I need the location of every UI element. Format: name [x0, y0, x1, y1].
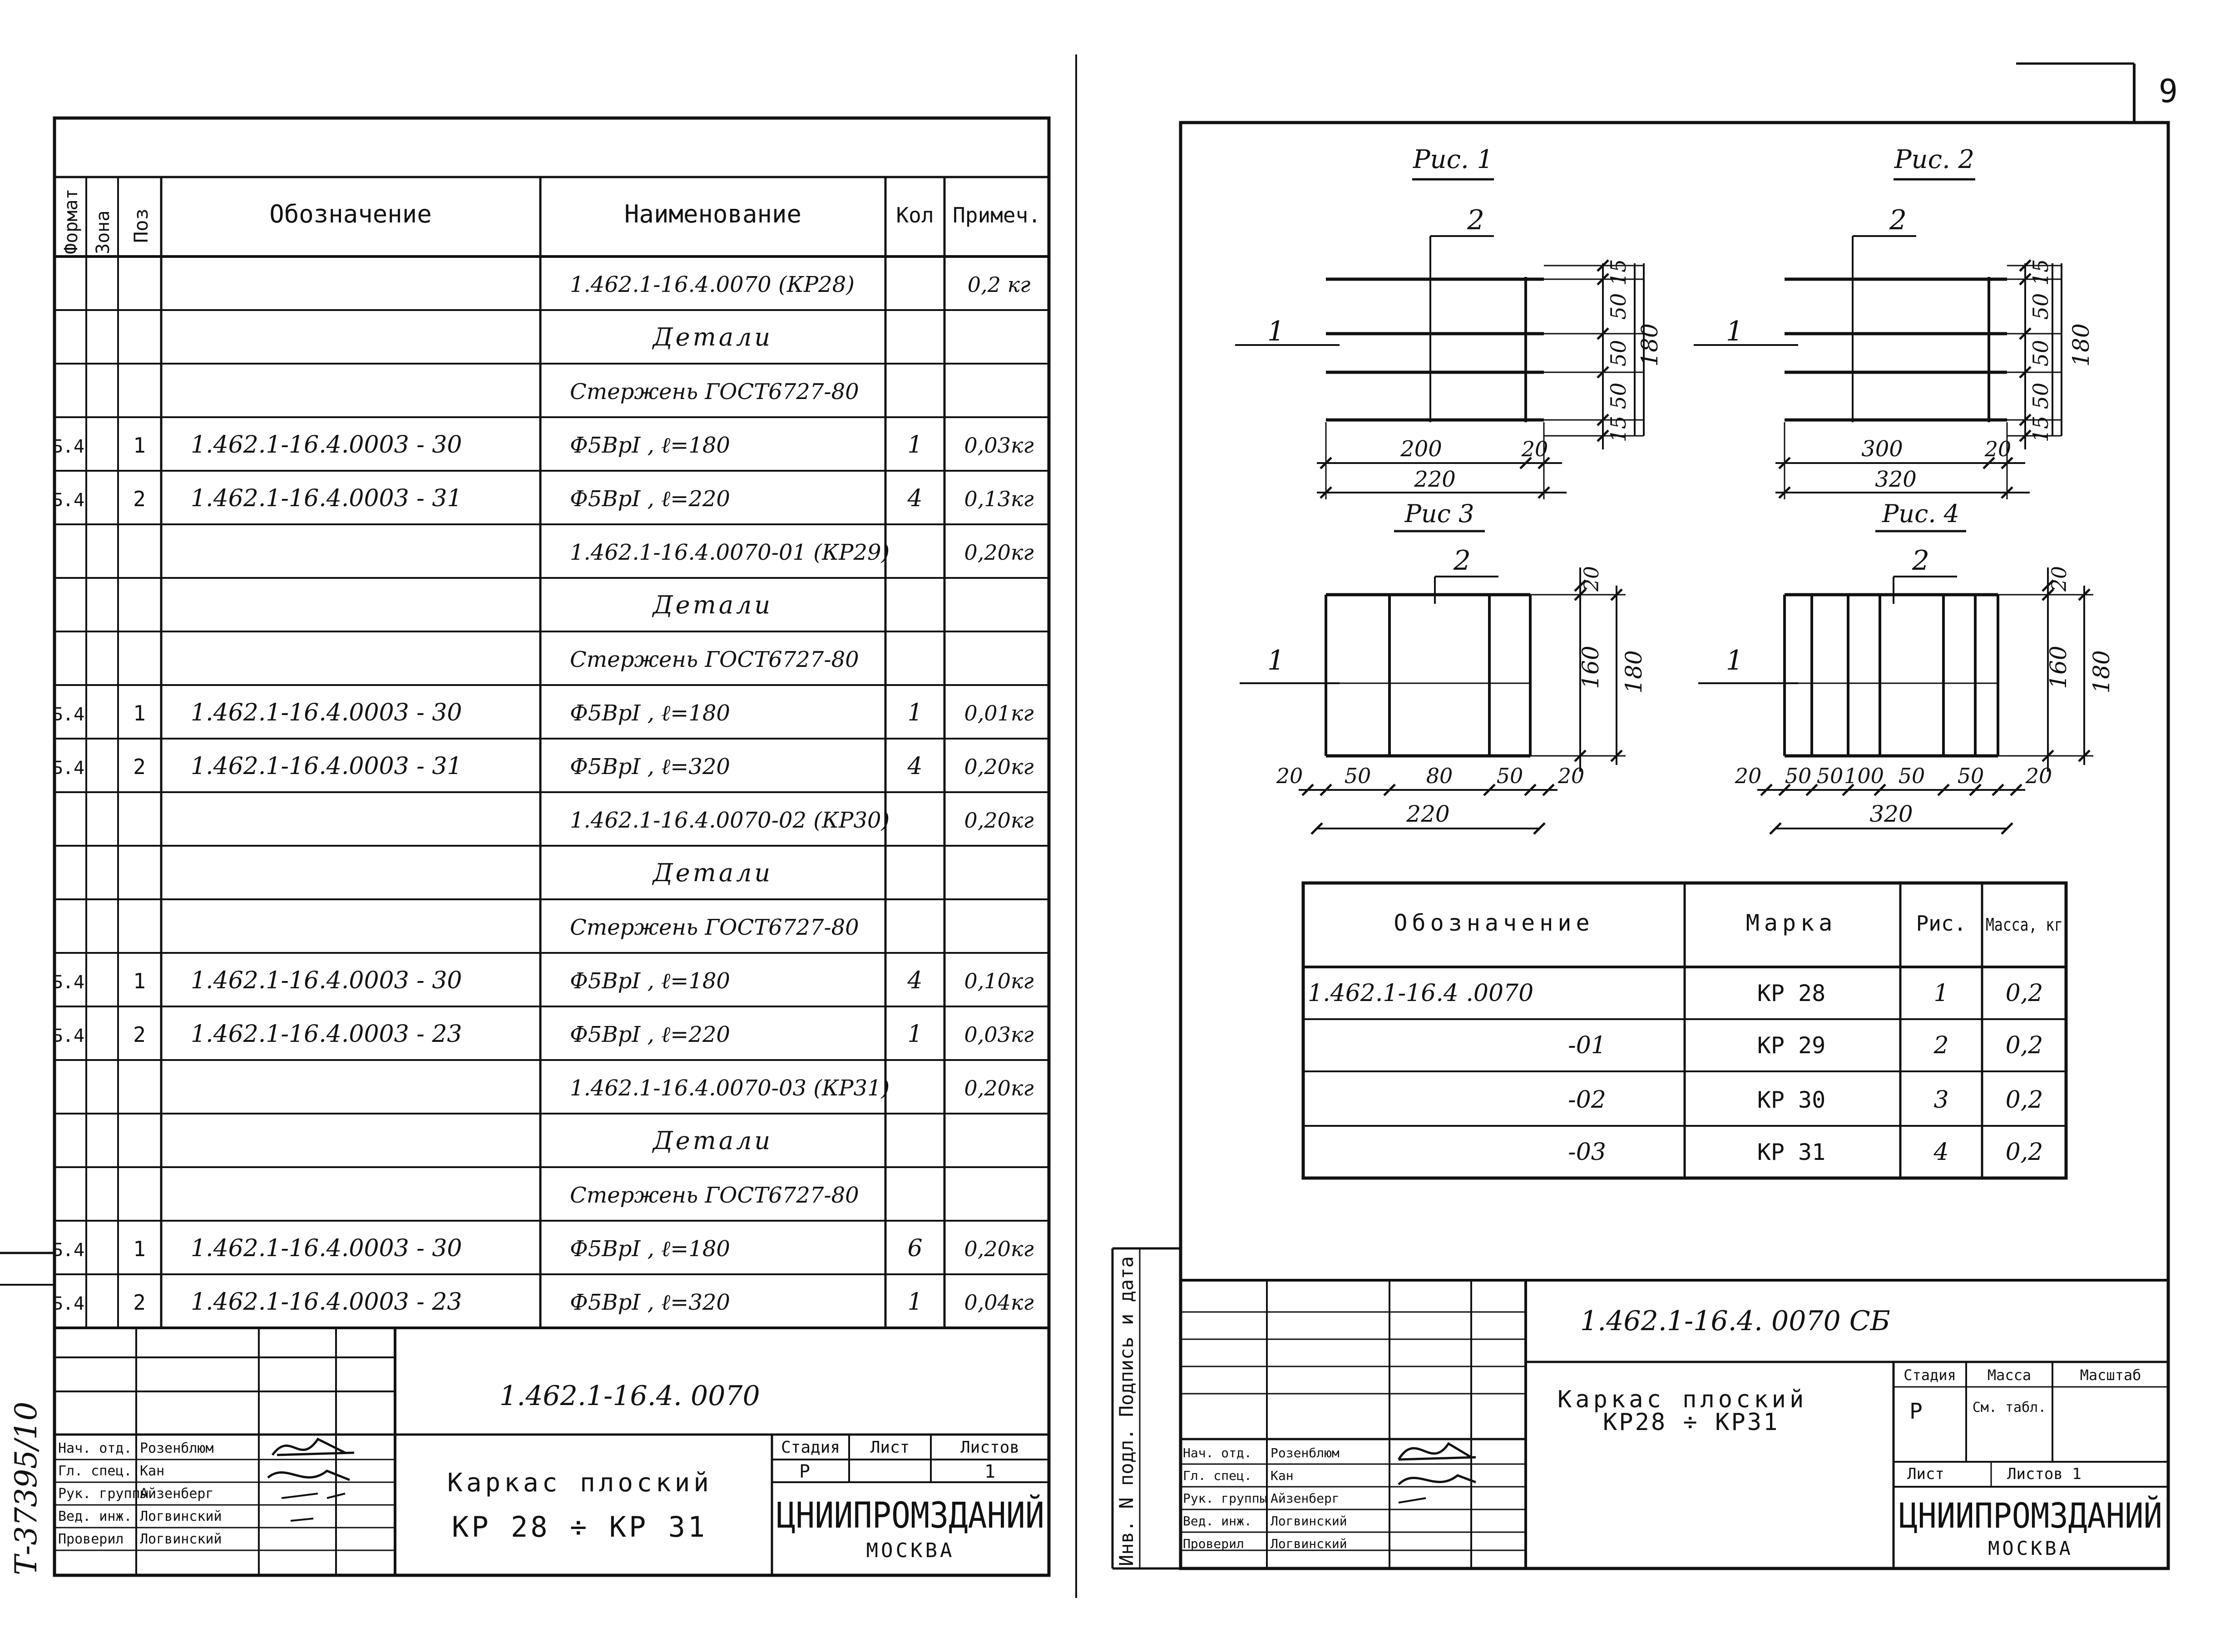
role-name: Айзенберг [1271, 1491, 1340, 1506]
left-title-line1: Каркас плоский [447, 1468, 713, 1498]
role-label: Проверил [1183, 1536, 1244, 1551]
figures [1235, 145, 2115, 834]
right-mass-value: См. табл. [1972, 1400, 2047, 1415]
mark-row-marka: КР 28 [1757, 980, 1826, 1006]
row-primech: 0,20кг [964, 1236, 1034, 1261]
callout-2: 2 [1467, 204, 1485, 236]
dimension-bottom: 20 [2025, 764, 2052, 788]
left-stage-value: Р [799, 1461, 811, 1482]
dimension-bottom: 80 [1426, 764, 1453, 788]
row-oboznachenie: 1.462.1-16.4.0003 - 23 [191, 1288, 462, 1316]
right-org-city: МОСКВА [1988, 1537, 2073, 1559]
callout-2: 2 [1912, 545, 1930, 577]
left-title-line2: КР 28 ÷ КР 31 [452, 1510, 708, 1544]
right-sheet-label: Лист [1907, 1465, 1944, 1483]
dimension-vertical: 160 [1577, 646, 1604, 689]
row-format: Б.4 [51, 1025, 85, 1046]
right-sheets-label: Листов 1 [2007, 1465, 2082, 1483]
right-doc-code: 1.462.1-16.4. 0070 СБ [1580, 1305, 1890, 1337]
callout-2: 2 [1889, 204, 1907, 236]
left-org-city: МОСКВА [866, 1539, 955, 1562]
row-naimenovanie: Детали [653, 858, 773, 887]
dimension-vertical: 15 [2028, 415, 2053, 443]
right-title-block [1181, 1280, 2190, 1568]
row-oboznachenie: 1.462.1-16.4.0003 - 30 [191, 1234, 462, 1262]
left-sheet-label: Лист [870, 1438, 910, 1457]
dimension-inner: 200 [1400, 436, 1442, 462]
mark-row-ris: 1 [1933, 980, 1949, 1007]
mark-row-ris: 2 [1933, 1032, 1949, 1059]
row-kol: 4 [907, 752, 923, 780]
dimension-vertical: 15 [1606, 259, 1631, 286]
row-format: Б.4 [51, 971, 85, 993]
callout-1: 1 [1267, 316, 1285, 347]
row-naimenovanie: Стержень ГОСТ6727-80 [570, 379, 859, 404]
figure-label: Рис. 1 [1413, 145, 1493, 174]
role-label: Нач. отд. [58, 1440, 132, 1456]
role-label: Рук. группы [58, 1486, 148, 1502]
left-org-name: ЦНИИПРОМЗДАНИЙ [776, 1495, 1075, 1536]
dimension-vertical: 20 [2048, 566, 2071, 592]
row-kol: 4 [907, 967, 923, 994]
mark-row-oboz: -01 [1568, 1032, 1606, 1059]
mark-row-oboz: 1.462.1-16.4 .0070 [1308, 980, 1534, 1007]
row-naimenovanie: Стержень ГОСТ6727-80 [570, 1182, 859, 1208]
role-name: Айзенберг [140, 1486, 214, 1502]
right-stage-value: Р [1909, 1399, 1923, 1424]
right-sheet [1112, 64, 2190, 1568]
header-primech: Примеч. [953, 203, 1041, 227]
row-naimenovanie: Ф5ВрI , ℓ=220 [570, 1021, 730, 1047]
callout-2: 2 [1453, 545, 1471, 577]
dimension-total: 220 [1414, 467, 1456, 492]
row-oboznachenie: 1.462.1-16.4.0003 - 30 [191, 967, 462, 994]
callout-1: 1 [1726, 645, 1744, 676]
mark-header-massa: Масса, кг [1986, 915, 2063, 935]
row-oboznachenie: 1.462.1-16.4.0003 - 30 [191, 699, 462, 726]
row-kol: 4 [907, 484, 923, 512]
row-primech: 0,20кг [964, 1075, 1034, 1100]
row-primech: 0,13кг [964, 486, 1034, 511]
row-kol: 1 [907, 431, 923, 459]
dimension-total-vertical: 180 [2068, 323, 2094, 367]
mark-row-massa: 0,2 [2005, 1032, 2043, 1059]
mark-row-ris: 4 [1933, 1139, 1949, 1166]
role-label: Гл. спец. [1183, 1468, 1252, 1483]
row-pos: 1 [133, 968, 146, 993]
signature-4 [291, 1519, 313, 1521]
header-naimenovanie: Наименование [624, 200, 802, 228]
role-name: Розенблюм [1271, 1445, 1340, 1460]
dimension-vertical: 50 [2028, 340, 2053, 367]
row-naimenovanie: Ф5ВрI , ℓ=220 [570, 486, 730, 512]
right-signature-2 [1399, 1475, 1476, 1484]
role-name: Кан [140, 1463, 165, 1479]
header-pos: Поз [130, 208, 152, 243]
dimension-bottom: 50 [1898, 764, 1925, 788]
spec-table [52, 177, 1049, 1328]
left-sheet [0, 118, 1075, 1575]
left-title-block [54, 1328, 1075, 1575]
right-signature-1 [1399, 1444, 1476, 1460]
right-org-name: ЦНИИПРОМЗДАНИЙ [1899, 1495, 2190, 1536]
role-name: Розенблюм [140, 1440, 214, 1456]
mark-row-marka: КР 29 [1757, 1032, 1826, 1059]
mark-row-marka: КР 31 [1757, 1139, 1826, 1165]
role-label: Вед. инж. [1183, 1514, 1252, 1529]
role-label: Гл. спец. [58, 1463, 132, 1479]
figure-label: Рис 3 [1404, 499, 1474, 528]
row-primech: 0,01кг [964, 700, 1034, 725]
role-label: Вед. инж. [58, 1509, 132, 1524]
row-naimenovanie: Детали [653, 590, 773, 619]
dimension-total-vertical: 180 [1621, 650, 1647, 694]
row-kol: 1 [907, 699, 923, 726]
row-naimenovanie: Стержень ГОСТ6727-80 [570, 646, 859, 672]
dimension-vertical: 50 [2028, 293, 2053, 320]
callout-1: 1 [1267, 645, 1285, 676]
row-format: Б.4 [51, 1293, 85, 1314]
row-naimenovanie: Стержень ГОСТ6727-80 [570, 914, 859, 940]
dimension-bottom: 50 [1785, 764, 1812, 788]
figure-label: Рис. 4 [1882, 499, 1960, 528]
dimension-vertical: 50 [2028, 382, 2053, 409]
mark-table [1303, 883, 2066, 1178]
signature-1 [272, 1439, 354, 1455]
row-format: Б.4 [51, 757, 85, 779]
dimension-bottom: 100 [1844, 764, 1884, 788]
mark-row-massa: 0,2 [2005, 1086, 2043, 1114]
dimension-bottom: 20 [1276, 764, 1303, 788]
role-label: Рук. группы [1183, 1491, 1267, 1506]
mark-header-marka: Марка [1745, 910, 1837, 936]
row-primech: 0,20кг [964, 540, 1034, 565]
dimension-vertical: 50 [1606, 340, 1631, 367]
right-signature-3 [1399, 1498, 1426, 1503]
row-naimenovanie: Ф5ВрI , ℓ=180 [570, 700, 730, 726]
mark-row-marka: КР 30 [1757, 1087, 1826, 1113]
row-pos: 2 [133, 1290, 146, 1315]
callout-1: 1 [1726, 316, 1744, 347]
row-naimenovanie: Ф5ВрI , ℓ=180 [570, 968, 730, 994]
row-naimenovanie: Детали [653, 322, 773, 351]
dimension-vertical: 160 [2045, 646, 2072, 689]
row-oboznachenie: 1.462.1-16.4.0003 - 31 [191, 752, 462, 780]
dimension-total-vertical: 180 [2088, 650, 2115, 694]
row-primech: 0,20кг [964, 754, 1034, 779]
row-naimenovanie: Детали [653, 1126, 773, 1155]
signature-2 [268, 1471, 350, 1480]
row-kol: 1 [907, 1020, 923, 1048]
row-primech: 0,10кг [964, 968, 1034, 993]
row-pos: 2 [133, 486, 146, 511]
dimension-vertical: 50 [1606, 293, 1631, 320]
role-label: Нач. отд. [1183, 1445, 1252, 1460]
row-format: Б.4 [51, 1239, 85, 1261]
row-naimenovanie: Ф5ВрI , ℓ=320 [570, 754, 730, 779]
role-label: Проверил [58, 1531, 124, 1547]
dimension-bottom: 50 [1957, 764, 1984, 788]
mark-row-oboz: -02 [1568, 1086, 1606, 1114]
right-title-line2: КР28 ÷ КР31 [1603, 1409, 1780, 1436]
right-margin-label: Инв. N подл. Подпись и дата [1115, 1256, 1137, 1566]
mark-header-ris: Рис. [1916, 911, 1967, 936]
row-format: Б.4 [51, 436, 85, 457]
dimension-total: 320 [1875, 467, 1917, 492]
right-scale-label: Масштаб [2080, 1366, 2141, 1384]
dimension-end: 20 [1521, 437, 1548, 461]
header-zone: Зона [93, 210, 114, 254]
row-naimenovanie: 1.462.1-16.4.0070-03 (КР31) [570, 1075, 890, 1101]
row-oboznachenie: 1.462.1-16.4.0003 - 30 [191, 431, 462, 459]
header-kol: Кол [896, 203, 934, 227]
dimension-bottom: 50 [1344, 764, 1371, 788]
row-naimenovanie: Ф5ВрI , ℓ=180 [570, 432, 730, 458]
role-name: Кан [1271, 1468, 1294, 1483]
row-primech: 0,20кг [964, 808, 1034, 833]
mark-row-oboz: -03 [1568, 1139, 1606, 1166]
margin-stamp: Т-37395/10 [9, 1401, 44, 1575]
role-name: Логвинский [140, 1531, 222, 1547]
row-primech: 0,03кг [964, 1022, 1034, 1047]
row-naimenovanie: Ф5ВрI , ℓ=320 [570, 1289, 730, 1315]
row-primech: 0,2 кг [967, 272, 1031, 297]
row-format: Б.4 [51, 704, 85, 725]
figure-label: Рис. 2 [1894, 145, 1975, 174]
mark-row-massa: 0,2 [2005, 1139, 2043, 1166]
row-pos: 2 [133, 754, 146, 779]
header-format: Формат [61, 188, 82, 254]
role-name: Логвинский [1271, 1536, 1347, 1551]
row-primech: 0,03кг [964, 433, 1034, 458]
row-naimenovanie: 1.462.1-16.4.0070 (КР28) [570, 271, 855, 297]
row-naimenovanie: Ф5ВрI , ℓ=180 [570, 1236, 730, 1262]
left-sheets-label: Листов [960, 1438, 1020, 1457]
dimension-inner: 300 [1861, 436, 1903, 462]
row-format: Б.4 [51, 489, 85, 511]
dimension-vertical: 50 [1606, 382, 1631, 409]
role-name: Логвинский [1271, 1514, 1347, 1529]
left-stage-label: Стадия [781, 1438, 841, 1457]
role-name: Логвинский [140, 1509, 222, 1524]
page-number: 9 [2158, 73, 2178, 110]
row-naimenovanie: 1.462.1-16.4.0070-01 (КР29) [570, 539, 890, 565]
row-primech: 0,04кг [964, 1290, 1034, 1315]
row-oboznachenie: 1.462.1-16.4.0003 - 31 [191, 484, 462, 512]
dimension-end: 20 [1984, 437, 2012, 461]
dimension-total: 320 [1869, 801, 1913, 827]
dimension-vertical: 15 [1606, 415, 1631, 443]
row-pos: 1 [133, 1236, 146, 1261]
right-stage-label: Стадия [1904, 1366, 1956, 1384]
dimension-total: 220 [1406, 801, 1450, 827]
row-pos: 1 [133, 700, 146, 725]
dimension-bottom: 50 [1496, 764, 1523, 788]
header-oboznachenie: Обозначение [269, 200, 432, 228]
dimension-bottom: 50 [1816, 764, 1844, 788]
row-pos: 1 [133, 433, 146, 458]
dimension-vertical: 20 [1580, 566, 1603, 592]
row-naimenovanie: 1.462.1-16.4.0070-02 (КР30) [570, 807, 890, 833]
row-kol: 1 [907, 1288, 923, 1316]
dimension-vertical: 15 [2028, 259, 2053, 286]
left-sheets-value: 1 [984, 1461, 996, 1482]
dimension-total-vertical: 180 [1637, 323, 1663, 367]
right-mass-label: Масса [1987, 1366, 2032, 1384]
row-kol: 6 [907, 1234, 923, 1262]
mark-row-massa: 0,2 [2005, 980, 2043, 1007]
dimension-bottom: 20 [1557, 764, 1585, 788]
right-title-line1: Каркас плоский [1557, 1386, 1808, 1413]
mark-row-ris: 3 [1933, 1086, 1949, 1114]
dimension-bottom: 20 [1735, 764, 1762, 788]
mark-header-oboz: Обозначение [1394, 910, 1594, 936]
left-doc-code: 1.462.1-16.4. 0070 [499, 1380, 760, 1412]
row-pos: 2 [133, 1022, 146, 1047]
row-oboznachenie: 1.462.1-16.4.0003 - 23 [191, 1020, 462, 1048]
